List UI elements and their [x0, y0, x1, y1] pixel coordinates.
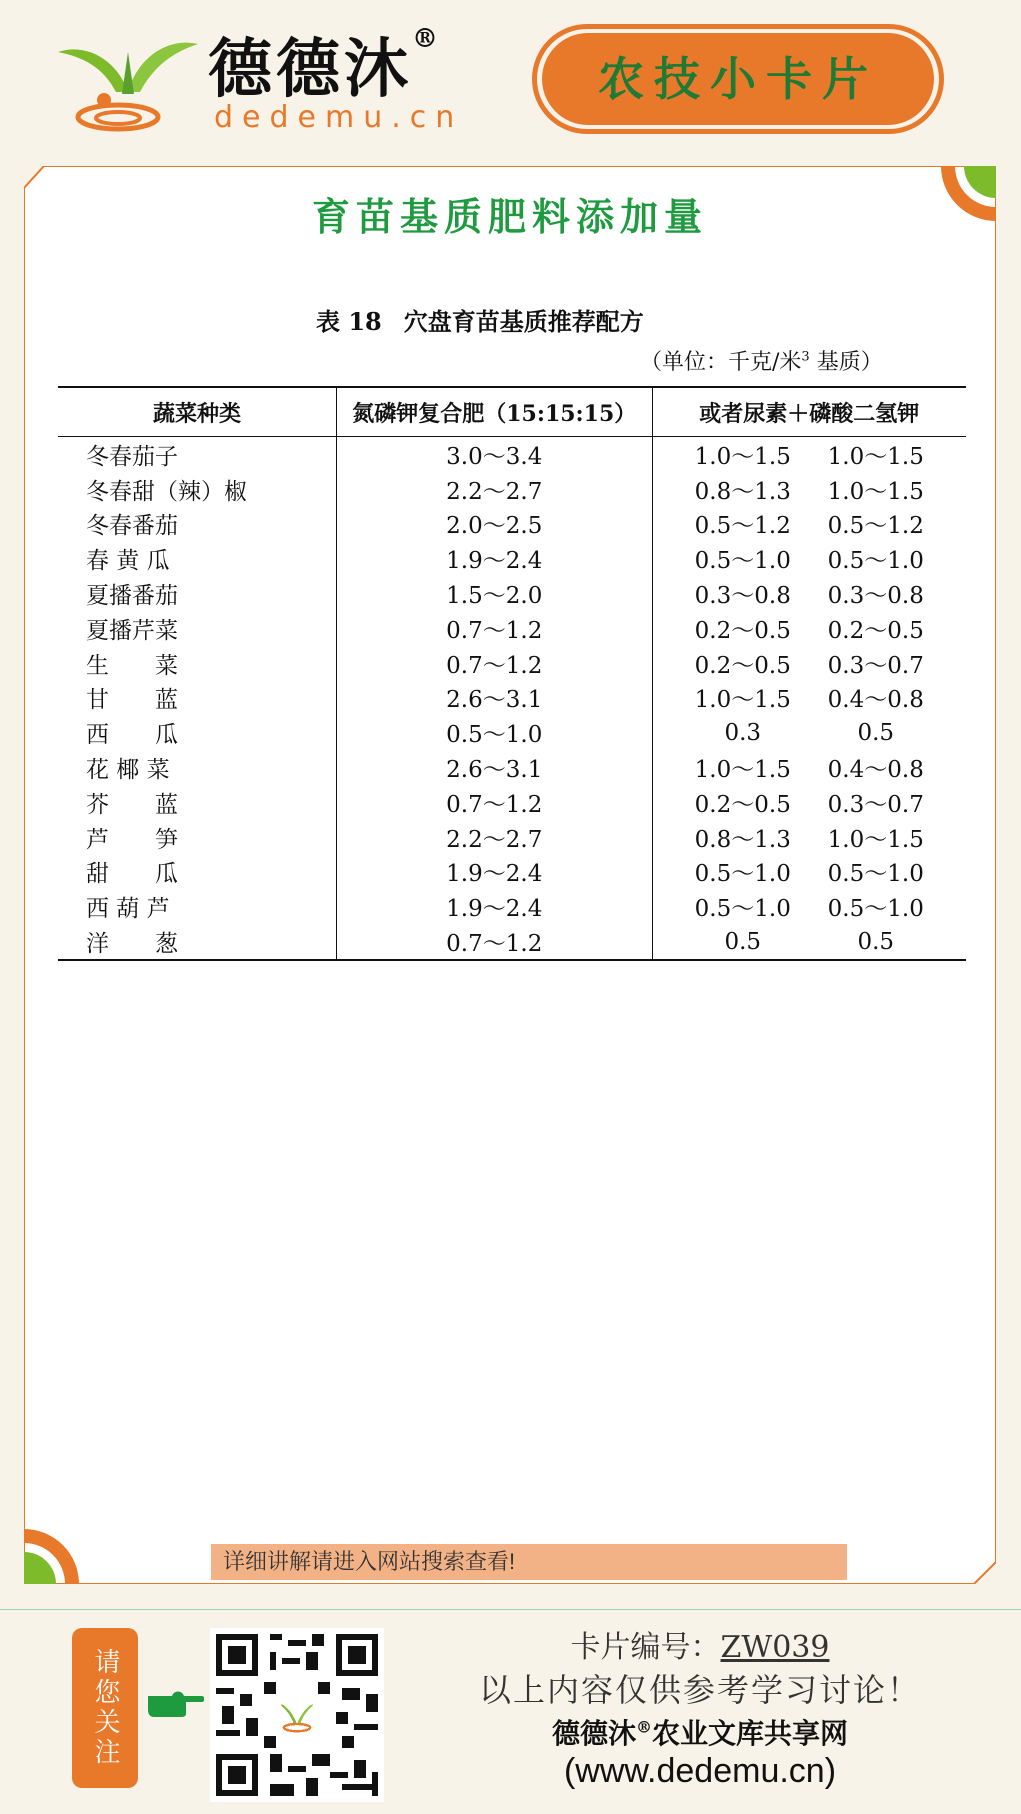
compound-fertilizer-cell: 3.0～3.4: [337, 437, 653, 472]
urea-value: 0.8～1.3: [694, 478, 791, 505]
kh2po4-value: 0.4～0.8: [827, 757, 924, 784]
kh2po4-value: 0.3～0.7: [827, 652, 924, 679]
urea-value: 0.5～1.0: [694, 548, 791, 575]
kh2po4-value: 0.4～0.8: [827, 687, 924, 714]
header-compound-fertilizer: 氮磷钾复合肥（15:15:15）: [337, 387, 653, 437]
urea-value: 1.0～1.5: [694, 757, 791, 784]
urea-kh2po4-cell: [652, 472, 966, 507]
vegetable-cell: 芦 笋: [58, 820, 337, 855]
footer-divider: [0, 1609, 1021, 1610]
compound-fertilizer-cell: 1.5～2.0: [337, 576, 653, 611]
compound-fertilizer-cell: 2.0～2.5: [337, 507, 653, 542]
compound-fertilizer-cell: 0.7～1.2: [337, 611, 653, 646]
urea-value: 0.3: [724, 719, 762, 746]
compound-fertilizer-cell: 0.7～1.2: [337, 646, 653, 681]
vegetable-cell: 冬春番茄: [58, 507, 337, 542]
urea-kh2po4-cell: [652, 611, 966, 646]
urea-kh2po4-cell: [652, 855, 966, 890]
brand-url: dedemu.cn: [214, 100, 464, 135]
vegetable-cell: 生 菜: [58, 646, 337, 681]
qr-code[interactable]: [210, 1628, 384, 1802]
urea-kh2po4-cell: [652, 576, 966, 611]
compound-fertilizer-cell: 2.6～3.1: [337, 681, 653, 716]
table-row: [58, 715, 966, 750]
compound-fertilizer-cell: 1.9～2.4: [337, 889, 653, 924]
urea-kh2po4-cell: [652, 646, 966, 681]
table-row: [58, 472, 966, 507]
vegetable-cell: 西 瓜: [58, 715, 337, 750]
urea-value: 0.2～0.5: [694, 791, 791, 818]
urea-value: 1.0～1.5: [694, 443, 791, 470]
urea-kh2po4-cell: [652, 820, 966, 855]
table-row: [58, 611, 966, 646]
kh2po4-value: 0.5～1.2: [827, 513, 924, 540]
vegetable-cell: 西 葫 芦: [58, 889, 337, 924]
table-row: [58, 820, 966, 855]
sprout-logo-icon: [58, 22, 198, 140]
kh2po4-value: 0.3～0.8: [827, 583, 924, 610]
table-title: 表 18 穴盘育苗基质推荐配方: [316, 307, 644, 336]
kh2po4-value: 0.5～1.0: [827, 896, 924, 923]
table-row: [58, 507, 966, 542]
brand-name: 德德沐®: [208, 24, 442, 107]
table-row: [58, 646, 966, 681]
card-title: 育苗基质肥料添加量: [311, 194, 708, 239]
header-vegetable: 蔬菜种类: [58, 387, 337, 437]
kh2po4-value: 0.5: [857, 928, 895, 955]
table-row: [58, 889, 966, 924]
table-row: [58, 681, 966, 716]
pointing-hand-icon: [146, 1688, 204, 1718]
urea-kh2po4-cell: [652, 750, 966, 785]
table-row: [58, 855, 966, 890]
table-header-row: [58, 387, 966, 437]
vegetable-cell: 甘 蓝: [58, 681, 337, 716]
urea-value: 0.8～1.3: [694, 826, 791, 853]
urea-value: 0.5～1.2: [694, 513, 791, 540]
vegetable-cell: 洋 葱: [58, 924, 337, 960]
urea-kh2po4-cell: [652, 437, 966, 472]
compound-fertilizer-cell: 2.2～2.7: [337, 472, 653, 507]
vegetable-cell: 冬春甜（辣）椒: [58, 472, 337, 507]
vegetable-cell: 春 黄 瓜: [58, 541, 337, 576]
urea-kh2po4-cell: [652, 924, 966, 960]
urea-kh2po4-cell: [652, 715, 966, 750]
urea-value: 0.5: [724, 928, 762, 955]
badge-label: 农技小卡片: [542, 33, 934, 125]
site-name: 德德沐®农业文库共享网: [551, 1717, 849, 1750]
note-bar: 详细讲解请进入网站搜索查看!: [211, 1544, 847, 1580]
disclaimer: 以上内容仅供参考学习讨论！: [478, 1671, 921, 1709]
urea-kh2po4-cell: [652, 889, 966, 924]
table-row: [58, 541, 966, 576]
kh2po4-value: 0.5: [857, 719, 895, 746]
compound-fertilizer-cell: 1.9～2.4: [337, 855, 653, 890]
kh2po4-value: 0.5～1.0: [827, 861, 924, 888]
vegetable-cell: 甜 瓜: [58, 855, 337, 890]
vegetable-cell: 花 椰 菜: [58, 750, 337, 785]
kh2po4-value: 1.0～1.5: [827, 826, 924, 853]
vegetable-cell: 夏播芹菜: [58, 611, 337, 646]
urea-value: 0.2～0.5: [694, 617, 791, 644]
compound-fertilizer-cell: 0.7～1.2: [337, 785, 653, 820]
vegetable-cell: 冬春茄子: [58, 437, 337, 472]
urea-value: 0.5～1.0: [694, 896, 791, 923]
site-url-link[interactable]: (www.dedemu.cn): [563, 1752, 837, 1790]
kh2po4-value: 0.3～0.7: [827, 791, 924, 818]
follow-label: 请您关注: [72, 1628, 138, 1788]
table-row: [58, 437, 966, 472]
compound-fertilizer-cell: 0.5～1.0: [337, 715, 653, 750]
kh2po4-value: 0.2～0.5: [827, 617, 924, 644]
table-row: [58, 576, 966, 611]
compound-fertilizer-cell: 1.9～2.4: [337, 541, 653, 576]
table-row: [58, 750, 966, 785]
header: [0, 0, 1021, 165]
urea-value: 1.0～1.5: [694, 687, 791, 714]
table-row: [58, 785, 966, 820]
vegetable-cell: 芥 蓝: [58, 785, 337, 820]
urea-kh2po4-cell: [652, 785, 966, 820]
header-urea-kh2po4: 或者尿素＋磷酸二氢钾: [652, 387, 966, 437]
urea-kh2po4-cell: [652, 541, 966, 576]
formula-table: [58, 386, 966, 961]
kh2po4-value: 1.0～1.5: [827, 478, 924, 505]
urea-kh2po4-cell: [652, 681, 966, 716]
urea-value: 0.3～0.8: [694, 583, 791, 610]
compound-fertilizer-cell: 2.2～2.7: [337, 820, 653, 855]
table-unit: （单位：千克/米$^3$ 基质）: [640, 349, 883, 375]
kh2po4-value: 1.0～1.5: [827, 443, 924, 470]
compound-fertilizer-cell: 0.7～1.2: [337, 924, 653, 960]
urea-value: 0.2～0.5: [694, 652, 791, 679]
kh2po4-value: 0.5～1.0: [827, 548, 924, 575]
urea-value: 0.5～1.0: [694, 861, 791, 888]
vegetable-cell: 夏播番茄: [58, 576, 337, 611]
card-number: 卡片编号：ZW039: [570, 1630, 830, 1665]
compound-fertilizer-cell: 2.6～3.1: [337, 750, 653, 785]
table-row: [58, 924, 966, 960]
urea-kh2po4-cell: [652, 507, 966, 542]
